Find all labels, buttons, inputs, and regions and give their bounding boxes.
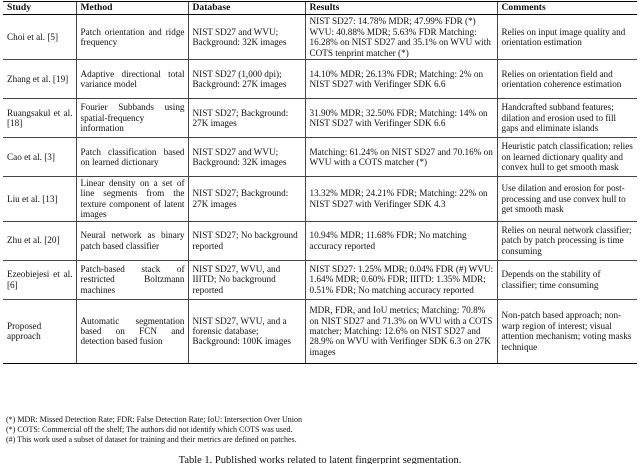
study-cell: Cao et al. [3] <box>3 138 76 177</box>
database-cell: NIST SD27 and WVU; Background: 32K images <box>188 15 305 60</box>
database-cell: NIST SD27; No background reported <box>188 221 305 260</box>
header-database: Database <box>188 2 305 15</box>
header-results: Results <box>305 2 497 15</box>
method-cell: Adaptive directional total variance model <box>76 60 188 99</box>
table-header-row <box>3 2 637 15</box>
method-cell: Patch classification based on learned dictionary <box>76 138 188 177</box>
table-footnotes <box>6 415 302 445</box>
database-cell: NIST SD27, WVU, and IIITD; No background reported <box>188 260 305 299</box>
results-cell: MDR, FDR, and IoU metrics; Matching: 70.8% on NIST SD27 and 71.3% on WVU with a COTS matcher; Matching: 12.6% on NIST SD27 and 28.9% on WVU with Verifinger SDK 6.3 on 27K images <box>305 299 497 363</box>
table-row <box>3 15 637 60</box>
study-cell: Zhang et al. [19] <box>3 60 76 99</box>
database-cell: NIST SD27 (1,000 dpi); Background: 27K images <box>188 60 305 99</box>
study-cell: Proposed approach <box>3 299 76 363</box>
footnote-abbreviations: (*) MDR: Missed Detection Rate; FDR: False Detection Rate; IoU: Intersection Over Union <box>6 415 302 424</box>
results-cell: NIST SD27: 14.78% MDR; 47.99% FDR (*) WVU: 40.88% MDR; 5.63% FDR Matching: 16.28% on NIST SD27 and 35.1% on WVU with COTS tenprint matcher (*) <box>305 15 497 60</box>
database-cell: NIST SD27 and WVU; Background: 32K images <box>188 138 305 177</box>
database-cell: NIST SD27, WVU, and a forensic database; Background: 100K images <box>188 299 305 363</box>
related-works-table <box>3 1 637 364</box>
comments-cell: Non-patch based approach; non-warp region of interest; visual attention mechanism; voting masks technique <box>497 299 637 363</box>
comments-cell: Relies on input image quality and orientation estimation <box>497 15 637 60</box>
table-row-proposed <box>3 299 637 363</box>
study-cell: Liu et al. [13] <box>3 177 76 222</box>
header-comments: Comments <box>497 2 637 15</box>
method-cell: Linear density on a set of line segments from the texture component of latent images <box>76 177 188 222</box>
header-study: Study <box>3 2 76 15</box>
table-row <box>3 60 637 99</box>
table-row <box>3 138 637 177</box>
table-row <box>3 260 637 299</box>
study-cell: Ruangsakul et al. [18] <box>3 99 76 138</box>
comments-cell: Relies on orientation field and orientation coherence estimation <box>497 60 637 99</box>
table-row <box>3 221 637 260</box>
footnote-subset: (#) This work used a subset of dataset for training and their metrics are defined on patches. <box>6 435 297 444</box>
footnote-cots: (*) COTS: Commercial off the shelf; The authors did not identify which COTS was used. <box>6 425 293 434</box>
method-cell: Patch orientation and ridge frequency <box>76 15 188 60</box>
results-cell: 14.10% MDR; 26.13% FDR; Matching: 2% on NIST SD27 with Verifinger SDK 6.6 <box>305 60 497 99</box>
table-caption: Table 1. Published works related to latent fingerprint segmentation. <box>178 455 462 464</box>
database-cell: NIST SD27; Background: 27K images <box>188 177 305 222</box>
results-cell: NIST SD27: 1.25% MDR; 0.04% FDR (#) WVU: 1.64% MDR; 0.60% FDR; IIITD: 1.35% MDR; 0.51% FDR; No matching accuracy reported <box>305 260 497 299</box>
results-cell: 31.90% MDR; 32.50% FDR; Matching: 14% on NIST SD27 with Verifinger SDK 6.6 <box>305 99 497 138</box>
method-cell: Automatic segmentation based on FCN and detection based fusion <box>76 299 188 363</box>
comments-cell: Use dilation and erosion for post-processing and use convex hull to get smooth mask <box>497 177 637 222</box>
table-row <box>3 177 637 222</box>
table-row <box>3 99 637 138</box>
study-cell: Zhu et al. [20] <box>3 221 76 260</box>
results-cell: 13.32% MDR; 24.21% FDR; Matching: 22% on NIST SD27 with Verifinger SDK 4.3 <box>305 177 497 222</box>
results-cell: Matching: 61.24% on NIST SD27 and 70.16% on WVU with a COTS matcher (*) <box>305 138 497 177</box>
method-cell: Fourier Subbands using spatial-frequency information <box>76 99 188 138</box>
comments-cell: Relies on neural network classifier; patch by patch processing is time consuming <box>497 221 637 260</box>
study-cell: Choi et al. [5] <box>3 15 76 60</box>
comments-cell: Depends on the stability of classifier; time consuming <box>497 260 637 299</box>
comments-cell: Handcrafted subband features; dilation and erosion used to fill gaps and eliminate islands <box>497 99 637 138</box>
method-cell: Patch-based stack of restricted Boltzmann machines <box>76 260 188 299</box>
results-cell: 10.94% MDR; 11.68% FDR; No matching accuracy reported <box>305 221 497 260</box>
study-cell: Ezeobiejesi et al. [6] <box>3 260 76 299</box>
comments-cell: Heuristic patch classification; relies on learned dictionary quality and convex hull to get smooth mask <box>497 138 637 177</box>
header-method: Method <box>76 2 188 15</box>
database-cell: NIST SD27; Background: 27K images <box>188 99 305 138</box>
method-cell: Neural network as binary patch based classifier <box>76 221 188 260</box>
